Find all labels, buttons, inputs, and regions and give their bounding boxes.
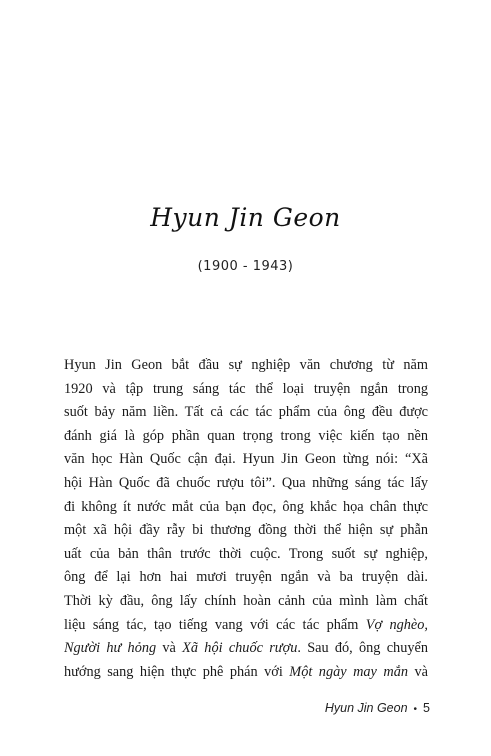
text-line	[64, 401, 428, 425]
text-run: và	[408, 663, 428, 680]
text-line	[64, 354, 428, 378]
text-line	[64, 543, 428, 567]
page-number: 5	[423, 701, 430, 715]
text-line	[64, 425, 428, 449]
running-header-name: Hyun Jin Geon	[324, 701, 408, 715]
italic-title-run: Xã hội chuốc rượu	[182, 640, 298, 657]
text-line	[64, 519, 428, 543]
author-lifespan: (1900 - 1943)	[197, 259, 294, 274]
text-run: hội Hàn Quốc đã chuốc rượu tôi”. Qua những sáng tác lấy	[64, 474, 428, 491]
text-run: một xã hội đầy rẫy bi thương đồng thời thể hiện sự phẫn	[64, 522, 428, 539]
text-run: uất của bản thân trước thời cuộc. Trong suốt sự nghiệp,	[64, 545, 428, 562]
text-run: 1920 và tập trung sáng tác thể loại truyện ngắn trong	[64, 380, 428, 397]
text-line	[64, 566, 428, 590]
text-run: Hyun Jin Geon bắt đầu sự nghiệp văn chương từ năm	[64, 357, 428, 373]
text-line	[64, 448, 428, 472]
text-run: đi không ít nước mắt của bạn đọc, ông khắc họa chân thực	[64, 498, 428, 515]
text-run: văn học Hàn Quốc cận đại. Hyun Jin Geon từng nói: “Xã	[64, 451, 428, 468]
text-run: hướng sang hiện thực phê phán với	[64, 663, 290, 680]
text-line	[64, 378, 428, 402]
text-run: liệu sáng tác, tạo tiếng vang với các tác phẩm	[64, 616, 366, 633]
italic-title-run: Người hư hỏng	[64, 640, 157, 657]
text-line	[64, 590, 428, 614]
biography-text	[64, 354, 428, 684]
italic-title-run: Vợ nghèo,	[365, 616, 428, 633]
text-line	[64, 472, 428, 496]
text-run: . Sau đó, ông chuyển	[297, 640, 428, 657]
text-line	[64, 637, 428, 661]
text-run: ông để lại hơn hai mươi truyện ngắn và ba truyện dài.	[64, 569, 428, 586]
text-line	[64, 614, 428, 638]
text-run: suốt bảy năm liền. Tất cả các tác phẩm của ông đều được	[64, 404, 428, 421]
text-run: và	[156, 640, 183, 657]
text-run: Thời kỳ đầu, ông lấy chính hoàn cảnh của mình làm chất	[64, 592, 428, 609]
page-footer	[325, 701, 430, 715]
author-name-title: Hyun Jin Geon	[150, 203, 341, 232]
text-line	[64, 661, 428, 685]
italic-title-run: Một ngày may mắn	[289, 663, 409, 680]
footer-bullet: •	[413, 704, 418, 715]
text-run: đánh giá là góp phần quan trọng trong việc kiến tạo nền	[64, 427, 428, 444]
text-line	[64, 496, 428, 520]
